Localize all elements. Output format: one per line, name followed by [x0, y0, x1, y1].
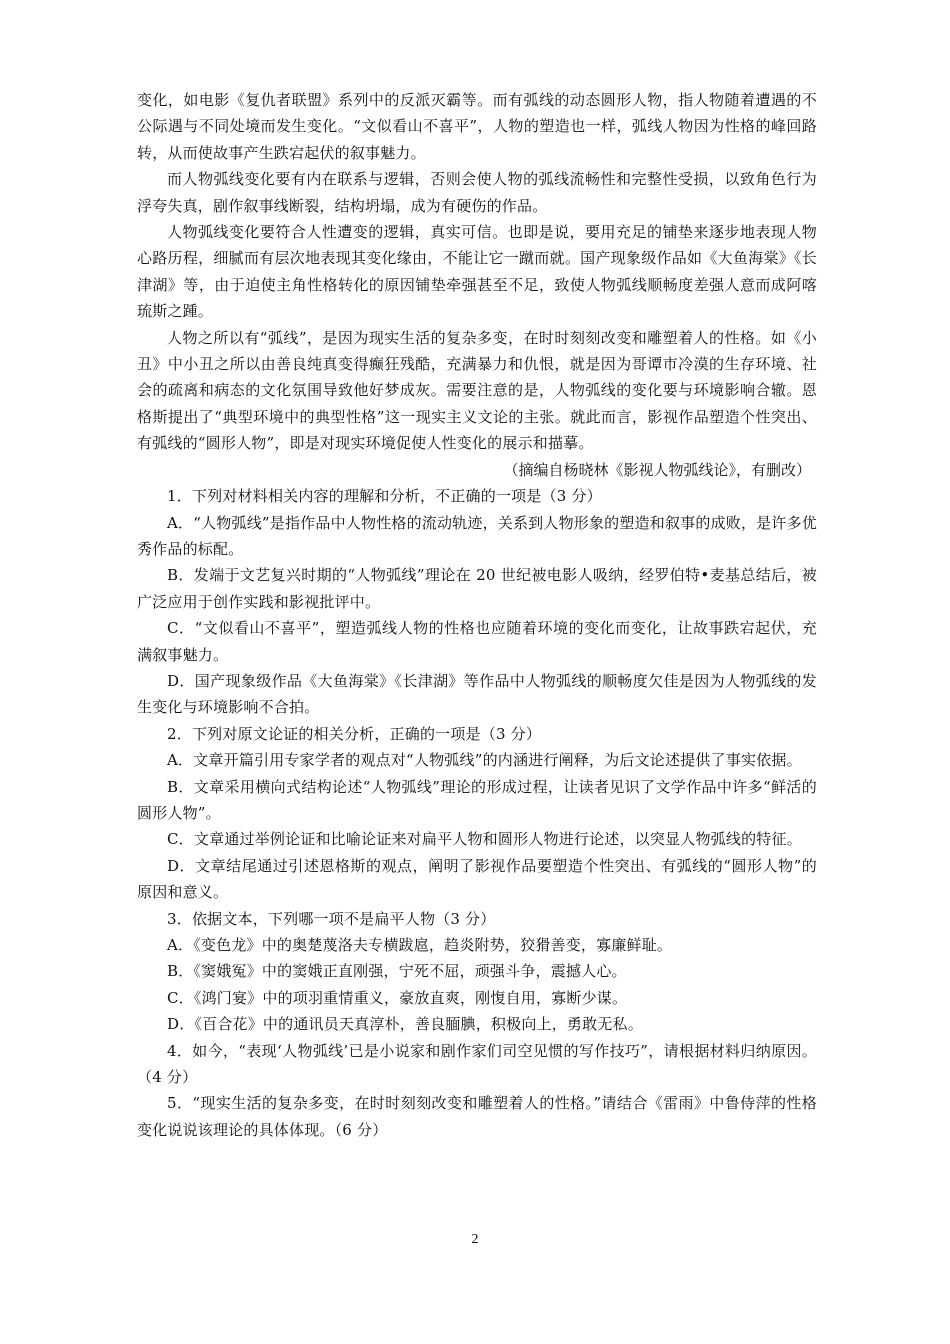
body-paragraph-continued: 变化，如电影《复仇者联盟》系列中的反派灭霸等。而有弧线的动态圆形人物，指人物随着遭遇的不公际遇与不同处境而发生变化。“文似看山不喜平”，人物的塑造也一样，弧线人物因为性格的峰回路转，从而使故事产生跌宕起伏的叙事魅力。: [137, 91, 817, 162]
body-paragraph: 人物弧线变化要符合人性遭变的逻辑，真实可信。也即是说，要用充足的铺垫来逐步地表现人物心路历程，细腻而有层次地表现其变化缘由，不能让它一蹴而就。国产现象级作品如《大鱼海棠》《长津湖》等，由于迫使主角性格转化的原因铺垫牵强甚至不足，致使人物弧线顺畅度差强人意而成阿喀琉斯之踵。: [137, 223, 817, 321]
question-stem: 2．下列对原文论证的相关分析，正确的一项是（3 分）: [167, 724, 542, 743]
answer-option-a: A．“人物弧线”是指作品中人物性格的流动轨迹，关系到人物形象的塑造和叙事的成败，是许多优秀作品的标配。: [137, 513, 817, 558]
answer-option-b: B．发端于文艺复兴时期的“人物弧线”理论在 20 世纪被电影人吸纳，经罗伯特•麦基总结后，被广泛应用于创作实践和影视批评中。: [137, 566, 817, 611]
question-3: [137, 906, 817, 1038]
answer-option-b: B．《窦娥冤》中的窦娥正直刚强，宁死不屈，顽强斗争，震撼人心。: [167, 962, 627, 981]
answer-option-b: B．文章采用横向式结构论述“人物弧线”理论的形成过程，让读者见识了文学作品中许多“鲜活的圆形人物”。: [137, 777, 817, 822]
answer-option-c: C．“文似看山不喜平”，塑造弧线人物的性格也应随着环境的变化而变化，让故事跌宕起伏，充满叙事魅力。: [137, 619, 817, 664]
answer-option-a: A．《变色龙》中的奥楚蔑洛夫专横跋扈，趋炎附势，狡猾善变，寡廉鲜耻。: [167, 936, 673, 954]
question-stem: 4．如今，“表现‘人物弧线’已是小说家和剧作家们司空见惯的写作技巧”，请根据材料归纳原因。（4 分）: [137, 1041, 817, 1087]
question-stem: 5．“现实生活的复杂多变，在时时刻刻改变和雕塑着人的性格。”请结合《雷雨》中鲁侍萍的性格变化说说该理论的具体体现。（6 分）: [137, 1094, 817, 1139]
question-2: [137, 721, 817, 906]
answer-option-a: A．文章开篇引用专家学者的观点对“人物弧线”的内涵进行阐释，为后文论述提供了事实依据。: [167, 751, 802, 770]
question-4: [137, 1038, 817, 1091]
source-citation: （摘编自杨晓林《影视人物弧线论》，有删改）: [503, 460, 811, 479]
answer-option-d: D．文章结尾通过引述恩格斯的观点，阐明了影视作品要塑造个性突出、有弧线的“圆形人物”的原因和意义。: [137, 856, 817, 902]
page-number: 2: [471, 1232, 479, 1247]
question-stem: 3．依据文本，下列哪一项不是扁平人物（3 分）: [167, 909, 496, 928]
document-page: [137, 87, 817, 1143]
answer-option-c: C．《鸿门宴》中的项羽重情重义，豪放直爽，刚愎自用，寡断少谋。: [167, 988, 628, 1007]
body-paragraph: 人物之所以有“弧线”，是因为现实生活的复杂多变，在时时刻刻改变和雕塑着人的性格。如《小丑》中小丑之所以由善良纯真变得癫狂残酷，充满暴力和仇恨，就是因为哥谭市冷漠的生存环境、社会的疏离和病态的文化氛围导致他好梦成灰。需要注意的是，人物弧线的变化要与环境影响合辙。恩格斯提出了“典型环境中的典型性格”这一现实主义文论的主张。就此而言，影视作品塑造个性突出、有弧线的“圆形人物”，即是对现实环境促使人性变化的展示和描摹。: [137, 328, 817, 453]
question-1: [137, 483, 817, 721]
answer-option-d: D．国产现象级作品《大鱼海棠》《长津湖》等作品中人物弧线的顺畅度欠佳是因为人物弧线的发生变化与环境影响不合拍。: [137, 671, 817, 717]
question-stem: 1．下列对材料相关内容的理解和分析，不正确的一项是（3 分）: [167, 487, 602, 506]
answer-option-c: C．文章通过举例论证和比喻论证来对扁平人物和圆形人物进行论述，以突显人物弧线的特征。: [167, 830, 802, 849]
question-5: [137, 1090, 817, 1143]
body-paragraph: 而人物弧线变化要有内在联系与逻辑，否则会使人物的弧线流畅性和完整性受损，以致角色行为浮夸失真，剧作叙事线断裂，结构坍塌，成为有硬伤的作品。: [137, 170, 817, 215]
answer-option-d: D．《百合花》中的通讯员天真淳朴，善良腼腆，积极向上，勇敢无私。: [167, 1015, 643, 1034]
